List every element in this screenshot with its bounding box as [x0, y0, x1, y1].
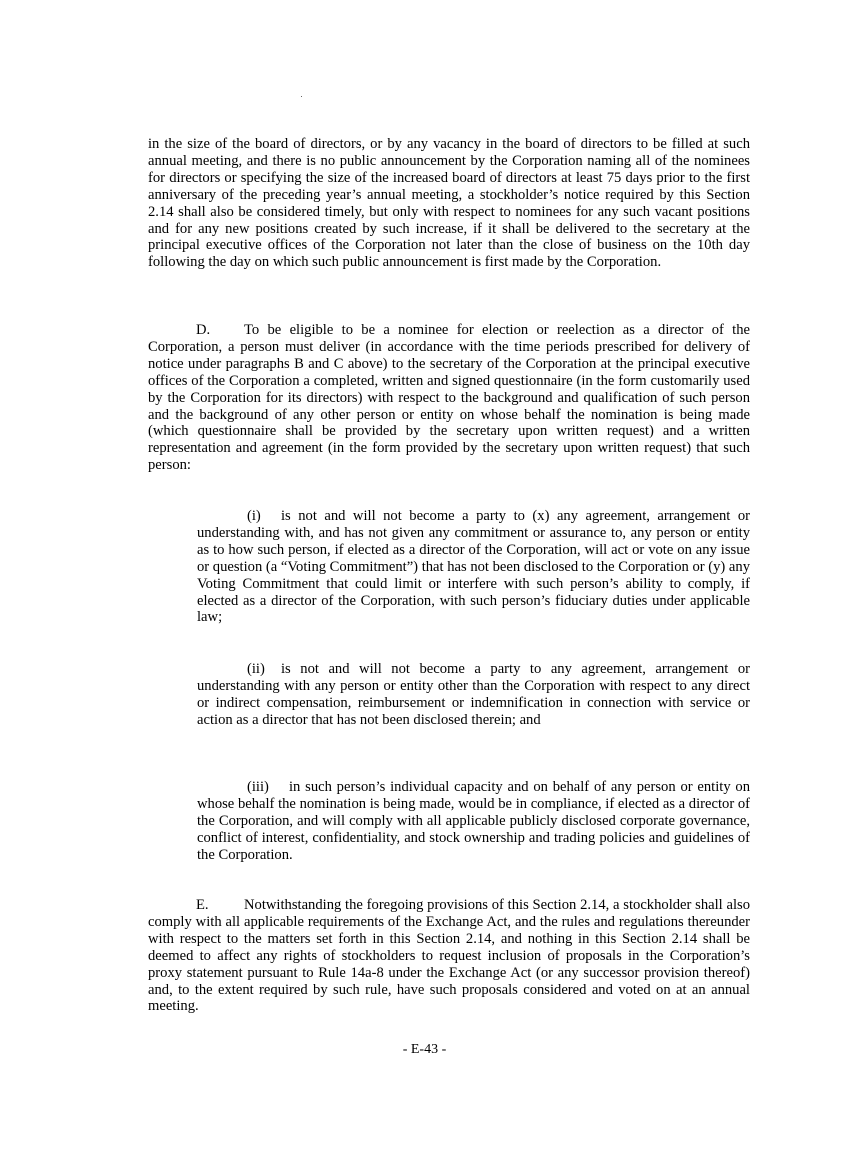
paragraph-continuation-text: in the size of the board of directors, or by any vacancy in the board of directors to be filled at such annual meeting, and there is no public announcement by the Corporation naming all of the nominees for directors or specifying the size of the increased board of directors at least 75 days prior to the first anniversary of the preceding year’s annual meeting, a stockholder’s notice required by this Section 2.14 shall also be considered timely, but only with respect to nominees for any such vacant positions and for any new positions created by such increase, if it shall be delivered to the secretary at the principal executive offices of the Corporation not later than the close of business on the 10th day following the day on which such public announcement is first made by the Corporation.	[148, 136, 750, 271]
paragraph-d-text: To be eligible to be a nominee for election or reelection as a director of the Corporation, a person must deliver (in accordance with the time periods prescribed for delivery of notice under paragraphs B and C above) to the secretary of the Corporation at the principal executive offices of the Corporation a completed, written and signed questionnaire (in the form customarily used by the Corporation for its directors) with respect to the background and qualification of such person and the background of any other person or entity on whose behalf the nomination is being made (which questionnaire shall be provided by the secretary upon written request) and a written representation and agreement (in the form provided by the secretary upon written request) that such person:	[148, 322, 750, 474]
subparagraph-ii-text: is not and will not become a party to any agreement, arrangement or understanding with any person or entity other than the Corporation with respect to any direct or indirect compensation, reimbursement or indemnification in connection with service or action as a director that has not been disclosed therein; and	[197, 661, 750, 728]
scan-speck	[301, 96, 302, 97]
subparagraph-ii	[197, 661, 750, 729]
paragraph-d	[148, 322, 750, 474]
subparagraph-ii-label: (ii)	[247, 661, 265, 677]
paragraph-d-label: D.	[196, 322, 211, 338]
page-number: - E-43 -	[402, 1042, 447, 1057]
subparagraph-i-text: is not and will not become a party to (x) any agreement, arrangement or understanding with, and has not given any commitment or assurance to, any person or entity as to how such person, if elected as a director of the Corporation, will act or vote on any issue or question (a “Voting Commitment”) that has not been disclosed to the Corporation or (y) any Voting Commitment that could limit or interfere with such person’s ability to comply, if elected as a director of the Corporation, with such person’s fiduciary duties under applicable law;	[197, 508, 750, 626]
subparagraph-iii-text: in such person’s individual capacity and on behalf of any person or entity on whose behalf the nomination is being made, would be in compliance, if elected as a director of the Corporation, and will comply with all applicable publicly disclosed corporate governance, conflict of interest, confidentiality, and stock ownership and trading policies and guidelines of the Corporation.	[197, 779, 750, 863]
subparagraph-i-label: (i)	[247, 508, 261, 524]
subparagraph-iii	[197, 779, 750, 864]
paragraph-e	[148, 897, 750, 1015]
paragraph-continuation	[148, 136, 750, 271]
paragraph-e-label: E.	[196, 897, 209, 913]
subparagraph-i	[197, 508, 750, 626]
paragraph-e-text: Notwithstanding the foregoing provisions of this Section 2.14, a stockholder shall also comply with all applicable requirements of the Exchange Act, and the rules and regulations thereunder with respect to the matters set forth in this Section 2.14, and nothing in this Section 2.14 shall be deemed to affect any rights of stockholders to request inclusion of proposals in the Corporation’s proxy statement pursuant to Rule 14a-8 under the Exchange Act (or any successor provision thereof) and, to the extent required by such rule, have such proposals considered and voted on at an annual meeting.	[148, 897, 750, 1015]
subparagraph-iii-label: (iii)	[247, 779, 269, 795]
